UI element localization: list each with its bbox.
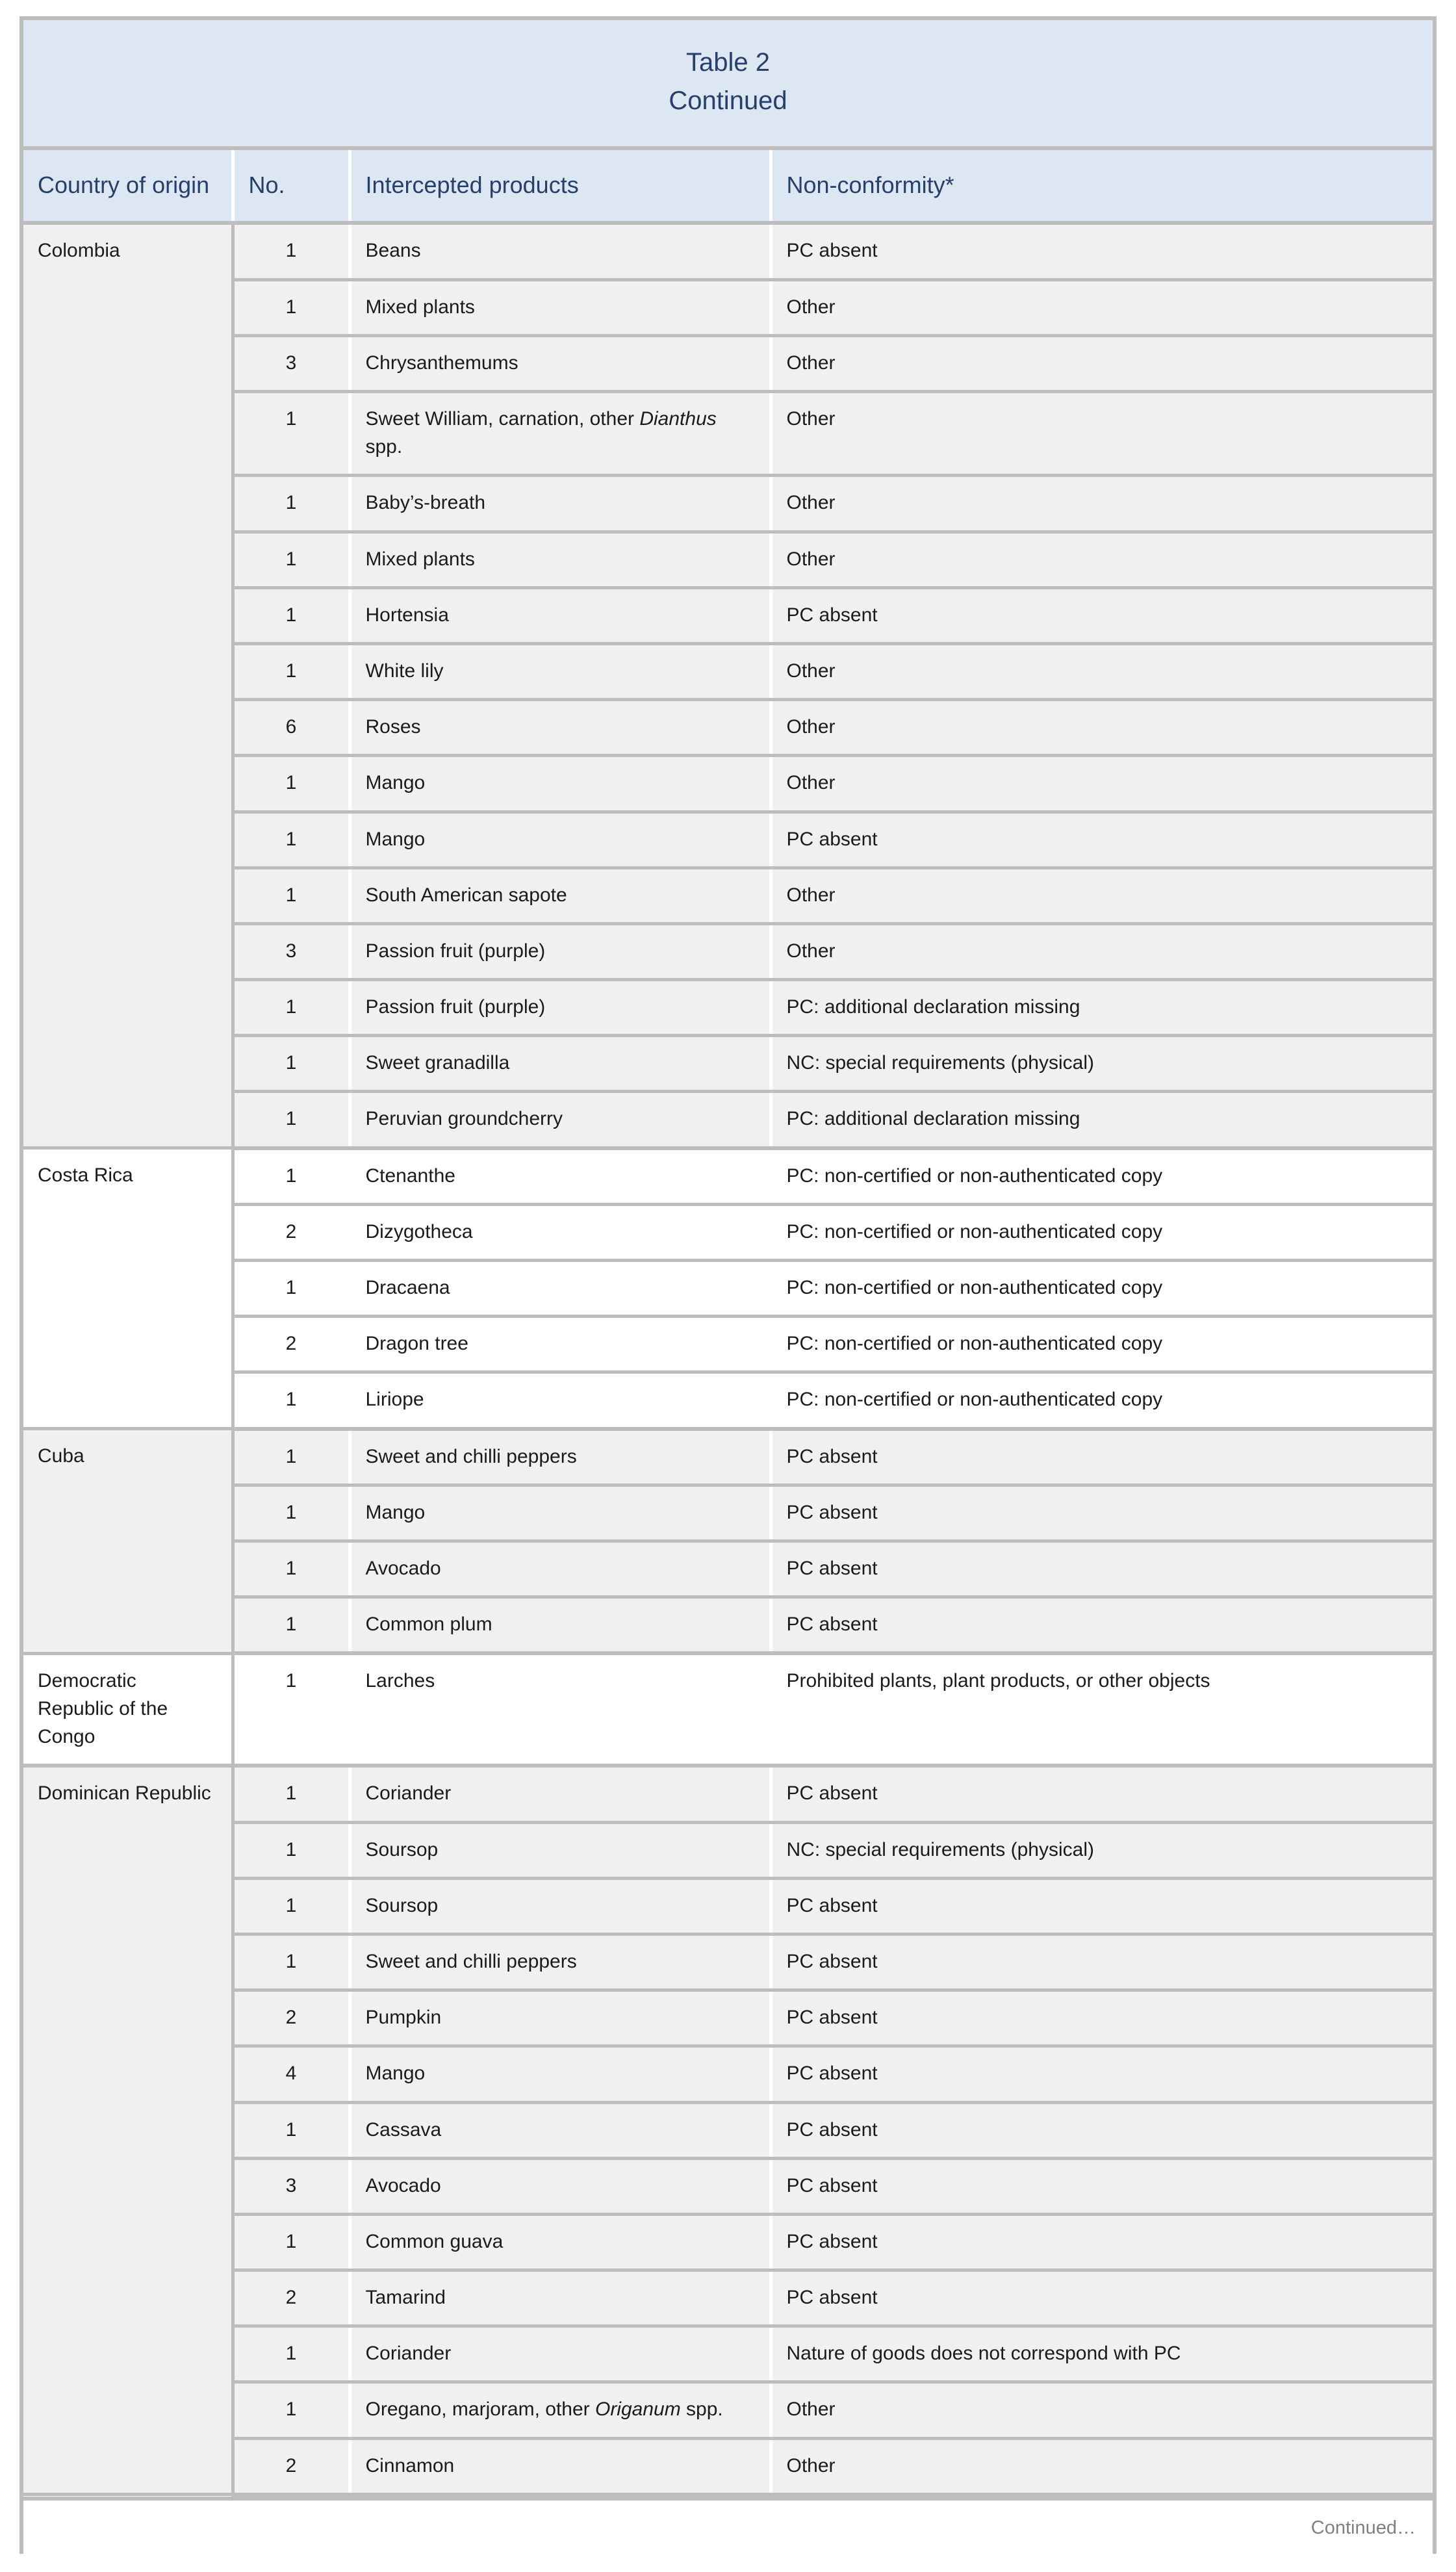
count-cell: 1 [233,2382,350,2438]
nonconformity-cell: Other [771,643,1433,699]
table-row [23,223,1433,279]
nonconformity-cell: Other [771,756,1433,812]
count-cell: 1 [233,1372,350,1429]
country-cell: Costa Rica [23,1148,233,1429]
product-text: Oregano, marjoram, other [365,2398,595,2421]
table-row [23,643,1433,699]
nonconformity-cell: Other [771,476,1433,532]
count-cell: 4 [233,2046,350,2102]
country-cell: Cuba [23,1429,233,1654]
table-row [23,1822,1433,1878]
count-cell: 1 [233,1766,350,1822]
product-cell: Soursop [350,1822,771,1878]
product-cell: Mango [350,756,771,812]
product-cell: Tamarind [350,2270,771,2326]
product-cell: Common guava [350,2214,771,2270]
table-row [23,1597,1433,1654]
nonconformity-cell: PC: non-certified or non-authenticated copy [771,1148,1433,1205]
table-row [23,980,1433,1036]
table-row [23,1934,1433,1990]
product-cell: Mango [350,812,771,868]
product-cell: Passion fruit (purple) [350,923,771,979]
table-row [23,587,1433,643]
product-text: Sweet William, carnation, other [365,408,640,430]
table-row [23,1990,1433,2046]
count-cell: 1 [233,1148,350,1205]
nonconformity-cell: PC absent [771,1597,1433,1654]
count-cell: 1 [233,1092,350,1148]
product-cell: Dragon tree [350,1317,771,1372]
count-cell: 1 [233,2326,350,2382]
nonconformity-cell: PC absent [771,1541,1433,1597]
product-cell [350,2382,771,2438]
product-cell: Coriander [350,2326,771,2382]
column-header-products: Intercepted products [350,150,771,223]
table-header [23,150,1433,223]
nonconformity-cell: Other [771,392,1433,476]
product-cell: Cinnamon [350,2438,771,2495]
header-row [23,150,1433,223]
product-cell: Roses [350,700,771,756]
nonconformity-cell: PC absent [771,1878,1433,1934]
product-cell: Ctenanthe [350,1148,771,1205]
table-row [23,1878,1433,1934]
product-cell: Larches [350,1653,771,1766]
table-row [23,923,1433,979]
table-row [23,756,1433,812]
product-cell: Liriope [350,1372,771,1429]
table-row [23,2326,1433,2382]
table-row [23,700,1433,756]
product-cell: South American sapote [350,868,771,923]
nonconformity-cell: PC absent [771,223,1433,279]
count-cell: 3 [233,335,350,391]
nonconformity-cell: PC: non-certified or non-authenticated copy [771,1261,1433,1317]
product-cell: Passion fruit (purple) [350,980,771,1036]
product-cell: Beans [350,223,771,279]
product-species-name: Dianthus [639,408,717,430]
nonconformity-cell: PC absent [771,1766,1433,1822]
product-cell: Mixed plants [350,279,771,335]
table-row [23,2382,1433,2438]
table-row [23,1317,1433,1372]
table-row [23,1261,1433,1317]
table-caption [23,20,1433,150]
product-cell: Mixed plants [350,532,771,587]
count-cell: 1 [233,756,350,812]
count-cell: 1 [233,392,350,476]
count-cell: 1 [233,1261,350,1317]
nonconformity-cell: Nature of goods does not correspond with PC [771,2326,1433,2382]
product-cell: Hortensia [350,587,771,643]
nonconformity-cell: Other [771,279,1433,335]
nonconformity-cell: NC: special requirements (physical) [771,1036,1433,1092]
count-cell: 1 [233,868,350,923]
table-row [23,2102,1433,2158]
table-row [23,1036,1433,1092]
count-cell: 1 [233,587,350,643]
table-row [23,2214,1433,2270]
table-row [23,2270,1433,2326]
count-cell: 1 [233,2214,350,2270]
table-row [23,279,1433,335]
count-cell: 1 [233,1934,350,1990]
product-text-tail: spp. [680,2398,723,2421]
product-cell: Mango [350,1485,771,1541]
nonconformity-cell: PC absent [771,2270,1433,2326]
nonconformity-cell: Other [771,868,1433,923]
nonconformity-cell: PC: additional declaration missing [771,1092,1433,1148]
product-species-name: Origanum [594,2398,681,2421]
nonconformity-cell: PC absent [771,1485,1433,1541]
nonconformity-cell: PC: non-certified or non-authenticated copy [771,1204,1433,1260]
product-cell: Mango [350,2046,771,2102]
nonconformity-cell: Other [771,2438,1433,2495]
country-cell: Dominican Republic [23,1766,233,2494]
nonconformity-cell: PC absent [771,1934,1433,1990]
table-body [23,223,1433,2494]
table-row [23,2046,1433,2102]
count-cell: 1 [233,812,350,868]
table-frame [19,16,1437,2554]
product-cell: Soursop [350,1878,771,1934]
nonconformity-cell: Other [771,335,1433,391]
product-text-tail: spp. [365,436,403,458]
count-cell: 1 [233,1822,350,1878]
column-header-nonconformity: Non-conformity* [771,150,1433,223]
count-cell: 1 [233,643,350,699]
table-row [23,1541,1433,1597]
count-cell: 2 [233,2270,350,2326]
table-row [23,2158,1433,2214]
product-cell: Avocado [350,2158,771,2214]
table-footer [23,2497,1433,2557]
product-cell: Sweet and chilli peppers [350,1429,771,1485]
product-cell: Dracaena [350,1261,771,1317]
nonconformity-cell: Other [771,2382,1433,2438]
country-cell: Colombia [23,223,233,1148]
table-row [23,1766,1433,1822]
count-cell: 1 [233,1653,350,1766]
product-cell: Coriander [350,1766,771,1822]
count-cell: 1 [233,476,350,532]
count-cell: 1 [233,1036,350,1092]
count-cell: 1 [233,1541,350,1597]
table-row [23,392,1433,476]
product-cell: Sweet granadilla [350,1036,771,1092]
nonconformity-cell: PC absent [771,2102,1433,2158]
nonconformity-cell: PC: non-certified or non-authenticated copy [771,1372,1433,1429]
table-row [23,335,1433,391]
nonconformity-cell: NC: special requirements (physical) [771,1822,1433,1878]
count-cell: 2 [233,1317,350,1372]
product-cell: Sweet and chilli peppers [350,1934,771,1990]
interceptions-table [23,150,1433,2496]
nonconformity-cell: PC absent [771,2214,1433,2270]
count-cell: 1 [233,2102,350,2158]
count-cell: 3 [233,923,350,979]
product-cell: Chrysanthemums [350,335,771,391]
nonconformity-cell: PC absent [771,1429,1433,1485]
table-row [23,1372,1433,1429]
product-cell: Pumpkin [350,1990,771,2046]
nonconformity-cell: PC absent [771,2046,1433,2102]
column-header-country: Country of origin [23,150,233,223]
table-row [23,2438,1433,2495]
caption-title: Table 2 [686,48,770,77]
count-cell: 1 [233,223,350,279]
nonconformity-cell: PC absent [771,812,1433,868]
nonconformity-cell: PC absent [771,2158,1433,2214]
product-cell [350,392,771,476]
product-cell: Dizygotheca [350,1204,771,1260]
nonconformity-cell: PC absent [771,587,1433,643]
caption-subtitle: Continued [669,86,787,116]
product-cell: Peruvian groundcherry [350,1092,771,1148]
table-row [23,476,1433,532]
table-row [23,532,1433,587]
continued-label: Continued… [1310,2517,1416,2538]
table-row [23,1148,1433,1205]
count-cell: 2 [233,1990,350,2046]
count-cell: 2 [233,2438,350,2495]
table-row [23,1429,1433,1485]
product-cell: Cassava [350,2102,771,2158]
nonconformity-cell: Other [771,700,1433,756]
count-cell: 3 [233,2158,350,2214]
product-cell: Baby’s-breath [350,476,771,532]
count-cell: 1 [233,279,350,335]
count-cell: 1 [233,1429,350,1485]
nonconformity-cell: Prohibited plants, plant products, or other objects [771,1653,1433,1766]
table-row [23,868,1433,923]
nonconformity-cell: Other [771,532,1433,587]
count-cell: 2 [233,1204,350,1260]
table-row [23,1092,1433,1148]
table-row [23,812,1433,868]
count-cell: 1 [233,980,350,1036]
nonconformity-cell: PC: non-certified or non-authenticated copy [771,1317,1433,1372]
nonconformity-cell: PC absent [771,1990,1433,2046]
country-cell: Democratic Republic of the Congo [23,1653,233,1766]
product-cell: Avocado [350,1541,771,1597]
nonconformity-cell: Other [771,923,1433,979]
nonconformity-cell: PC: additional declaration missing [771,980,1433,1036]
count-cell: 1 [233,1485,350,1541]
product-cell: White lily [350,643,771,699]
table-row [23,1653,1433,1766]
count-cell: 1 [233,1878,350,1934]
table-row [23,1485,1433,1541]
count-cell: 1 [233,532,350,587]
count-cell: 6 [233,700,350,756]
product-cell: Common plum [350,1597,771,1654]
table-row [23,1204,1433,1260]
count-cell: 1 [233,1597,350,1654]
column-header-no: No. [233,150,350,223]
